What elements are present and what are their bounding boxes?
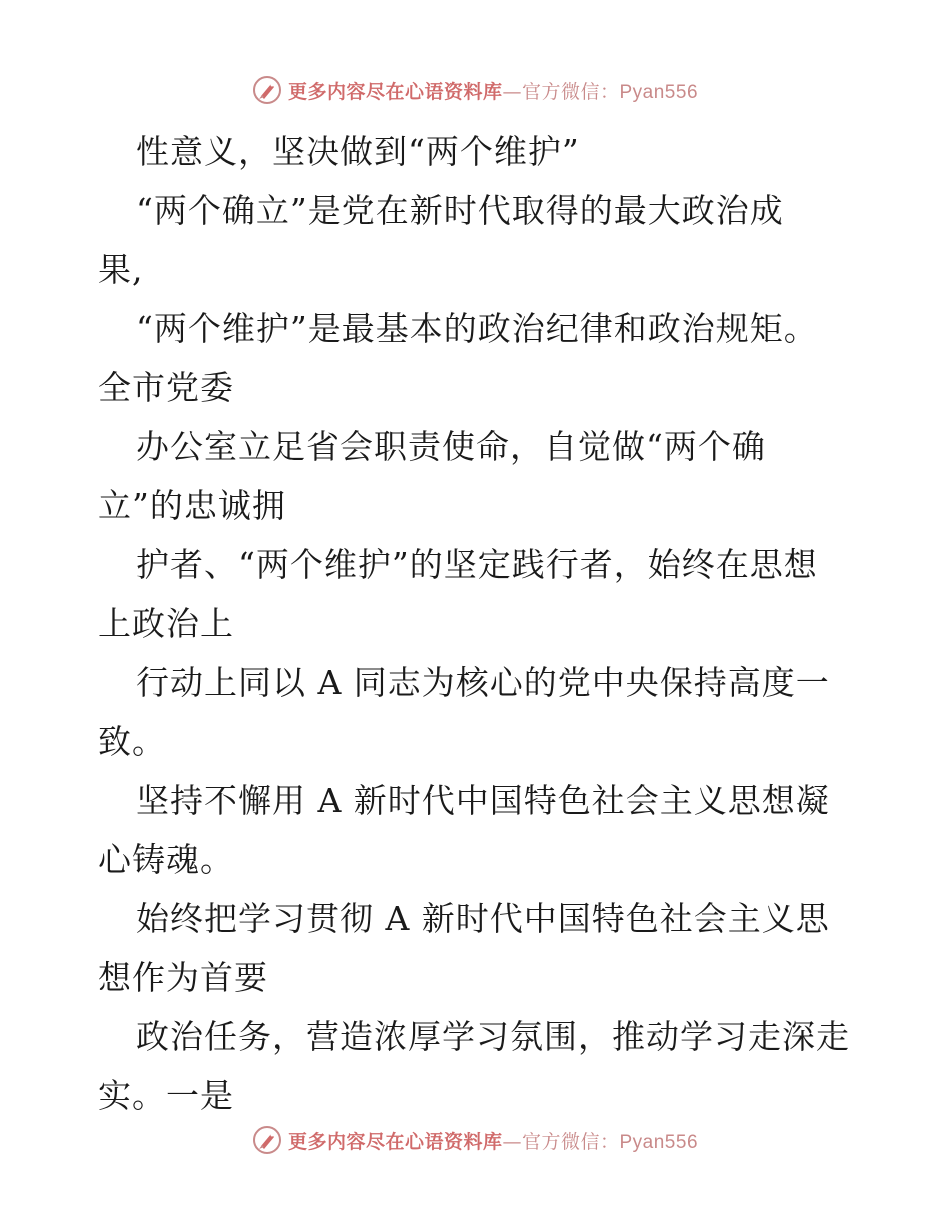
watermark-text <box>288 77 698 104</box>
watermark-separator: — <box>502 80 522 103</box>
document-body <box>98 122 858 1125</box>
text-line: 立”的忠诚拥 <box>98 486 286 525</box>
text-line: “两个维护”是最基本的政治纪律和政治规矩。 <box>136 309 818 348</box>
watermark-group <box>252 1125 698 1155</box>
watermark-brand: 更多内容尽在心语资料库 <box>287 80 503 103</box>
header-watermark <box>0 70 950 110</box>
text-line: “两个确立”是党在新时代取得的最大政治成 <box>136 191 784 230</box>
text-line: 上政治上 <box>98 604 234 643</box>
text-line: 心铸魂。 <box>98 840 234 879</box>
text-line: 致。 <box>98 722 166 761</box>
footer-watermark <box>0 1120 950 1160</box>
text-line: 政治任务，营造浓厚学习氛围，推动学习走深走 <box>136 1017 850 1056</box>
text-line: 始终把学习贯彻 A 新时代中国特色社会主义思 <box>136 899 830 938</box>
watermark-suffix: 官方微信： <box>521 1130 620 1153</box>
text-line: 坚持不懈用 A 新时代中国特色社会主义思想凝 <box>136 781 830 820</box>
watermark-separator: — <box>502 1130 522 1153</box>
text-line: 想作为首要 <box>98 958 268 997</box>
text-line: 实。一是 <box>98 1076 234 1115</box>
pen-nib-logo-icon <box>252 75 282 105</box>
watermark-wechat-id: Pyan556 <box>619 81 699 103</box>
pen-nib-logo-icon <box>252 1125 282 1155</box>
watermark-wechat-id: Pyan556 <box>619 1131 699 1153</box>
watermark-brand: 更多内容尽在心语资料库 <box>287 1130 503 1153</box>
text-line: 果, <box>98 250 144 289</box>
text-line: 护者、“两个维护”的坚定践行者，始终在思想 <box>136 545 818 584</box>
watermark-text <box>288 1127 698 1154</box>
watermark-group <box>252 75 698 105</box>
watermark-suffix: 官方微信： <box>521 80 620 103</box>
text-line: 办公室立足省会职责使命，自觉做“两个确 <box>136 427 766 466</box>
text-line: 行动上同以 A 同志为核心的党中央保持高度一 <box>136 663 830 702</box>
text-line: 全市党委 <box>98 368 234 407</box>
text-line: 性意义，坚决做到“两个维护” <box>136 132 580 171</box>
